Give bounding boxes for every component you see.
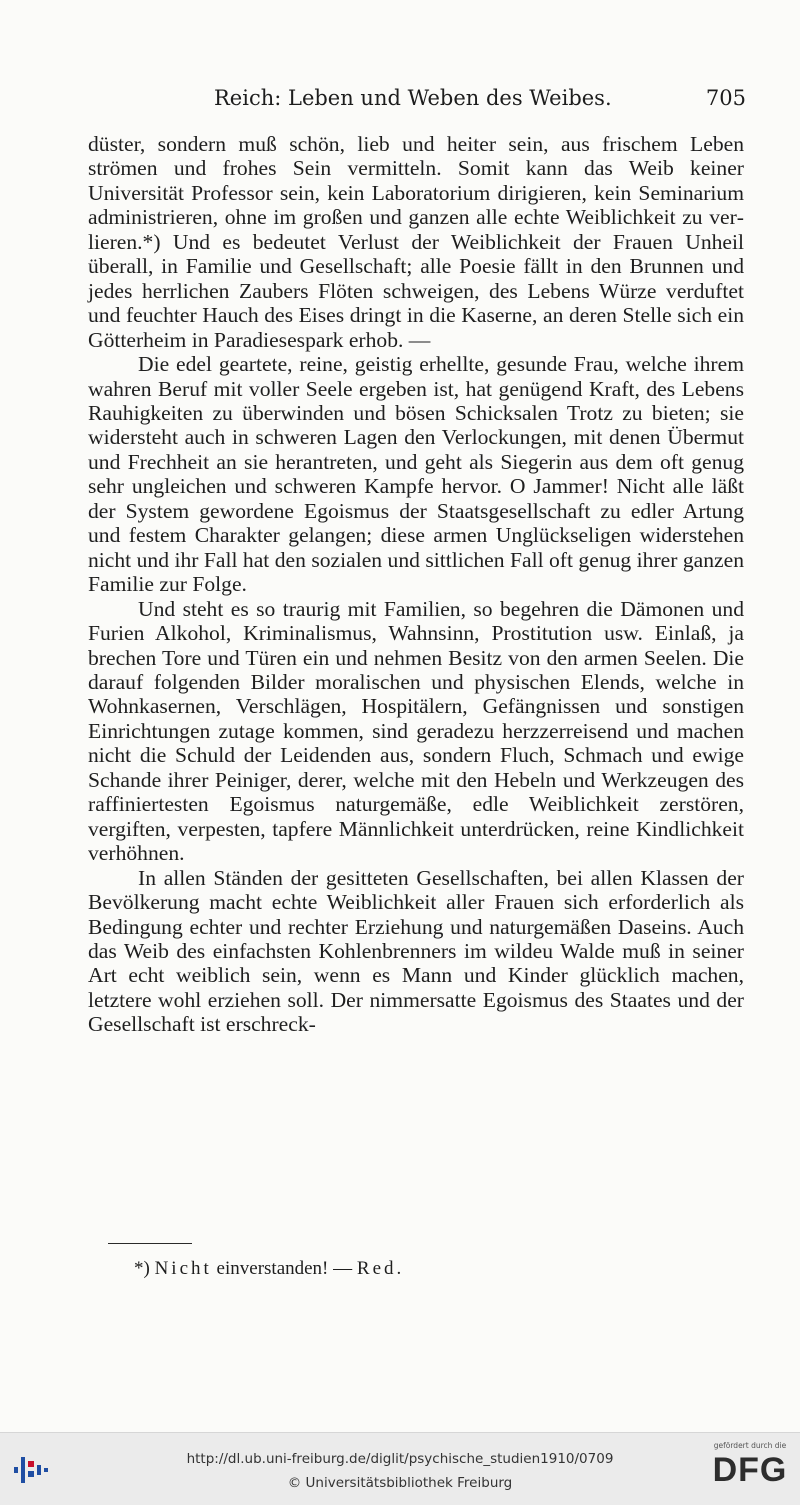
dfg-mark: DFG bbox=[712, 1451, 788, 1489]
paragraph-1: düster, sondern muß schön, lieb und heiter sein, aus frischem Leben strömen und frohes Sein vermitteln. Somit kann das Weib keiner Universität Professor sein, kein Laboratorium dirigieren, kein Seminarium administrieren, ohne im großen und ganzen alle echte Weiblichkeit zu verlieren.*) Und es bedeutet Verlust der Weiblichkeit der Frauen Unheil überall, in Familie und Gesellschaft; alle Poesie fällt in den Brunnen und jedes herrlichen Zaubers Flöten schweigen, des Lebens Würze verduftet und feuchter Hauch des Eises dringt in die Kaserne, an deren Stelle sich ein Götterheim in Paradiesespark erhob. — bbox=[88, 132, 744, 352]
running-head bbox=[88, 86, 754, 120]
paragraph-3: Und steht es so traurig mit Familien, so begehren die Dämonen und Furien Alkohol, Kriminalismus, Wahnsinn, Prostitution usw. Einlaß, ja brechen Tore und Türen ein und nehmen Besitz von den armen Seelen. Die darauf folgenden Bilder moralischen und physischen Elends, welche in Wohnkasernen, Verschlägen, Hospitälern, Gefängnissen und sonstigen Einrichtungen zutage kommen, sind geradezu herzzerreisend und machen nicht die Schuld der Leidenden aus, sondern Fluch, Schmach und ewige Schande ihrer Peiniger, derer, welche mit den Hebeln und Werkzeugen des raffiniertesten Egoismus naturgemäße, edle Weiblichkeit zerstören, vergiften, verpesten, tapfere Männlichkeit unterdrücken, reine Kindlichkeit verhöhnen. bbox=[88, 596, 744, 866]
dfg-logo bbox=[708, 1441, 792, 1499]
footnote-rule bbox=[108, 1243, 192, 1244]
footnote-signature: Red. bbox=[356, 1258, 405, 1279]
dfg-caption: gefördert durch die bbox=[713, 1441, 787, 1450]
copyright-notice: © Universitätsbibliothek Freiburg bbox=[287, 1475, 513, 1491]
footnote-emphasis: Nicht bbox=[154, 1258, 212, 1279]
footnote bbox=[134, 1258, 404, 1280]
footnote-marker: *) bbox=[134, 1258, 150, 1279]
paragraph-2: Die edel geartete, reine, geistig erhellte, gesunde Frau, welche ihrem wahren Beruf mit voller Seele ergeben ist, hat genügend Kraft, des Lebens Rauhigkeiten zu überwinden und bösen Schicksalen Trotz zu bieten; sie widersteht auch in schweren Lagen den Verlockungen, mit denen Übermut und Frechheit an sie herantreten, und geht als Siegerin aus dem oft genug sehr ungleichen und schweren Kampfe hervor. O Jammer! Nicht alle läßt der System gewordene Egoismus der Staatsgesellschaft zu edler Artung und festem Charakter gelangen; diese armen Unglückseligen widerstehen nicht und ihr Fall hat den sozialen und sittlichen Fall oft genug ihrer ganzen Familie zur Folge. bbox=[88, 352, 744, 597]
footnote-text: einverstanden! — bbox=[216, 1258, 353, 1279]
body-text bbox=[88, 132, 744, 1037]
page-number: 705 bbox=[705, 86, 746, 110]
viewer-footer bbox=[0, 1432, 800, 1505]
paragraph-4: In allen Ständen der gesitteten Gesellschaften, bei allen Klassen der Bevölkerung macht echte Weiblichkeit aller Frauen sich erforderlich als Bedingung echter und rechter Erziehung und naturgemäßen Daseins. Auch das Weib des einfachsten Kohlenbrenners im wildeu Walde muß in seiner Art echt weiblich sein, wenn es Mann und Kinder glücklich machen, letztere wohl erziehen soll. Der nimmersatte Egoismus des Staates und der Gesellschaft ist erschreck- bbox=[88, 865, 744, 1037]
running-title: Reich: Leben und Weben des Weibes. bbox=[214, 86, 612, 110]
permalink-url[interactable]: http://dl.ub.uni-freiburg.de/diglit/psychische_studien1910/0709 bbox=[186, 1451, 614, 1467]
